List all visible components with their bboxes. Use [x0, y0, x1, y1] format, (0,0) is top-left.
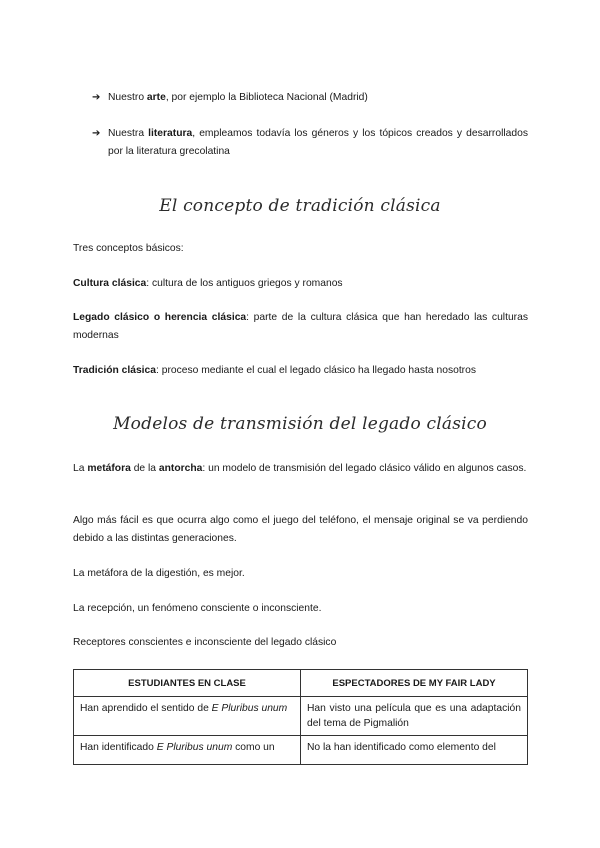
- arrow-bullet-icon: ➔: [92, 128, 101, 139]
- receptors-paragraph: Receptores conscientes e inconsciente del legado clásico: [73, 637, 337, 648]
- table-cell: Han aprendido el sentido de E Pluribus unum: [74, 697, 301, 736]
- table-header-espectadores: ESPECTADORES DE MY FAIR LADY: [301, 670, 528, 697]
- definition-tradicion-clasica: Tradición clásica: proceso mediante el cual el legado clásico ha llegado hasta nosotros: [73, 365, 476, 376]
- definition-cultura-clasica: Cultura clásica: cultura de los antiguos griegos y romanos: [73, 278, 343, 289]
- section-heading-tradicion: El concepto de tradición clásica: [159, 196, 441, 216]
- table-row: [74, 736, 528, 765]
- intro-paragraph: Tres conceptos básicos:: [73, 243, 184, 254]
- telephone-paragraph: Algo más fácil es que ocurra algo como el juego del teléfono, el mensaje original se va perdiendo debido a las distintas generaciones.: [73, 515, 528, 544]
- section-heading-modelos: Modelos de transmisión del legado clásico: [113, 414, 487, 434]
- table-row: [74, 697, 528, 736]
- bullet-text: Nuestro arte, por ejemplo la Biblioteca Nacional (Madrid): [108, 92, 368, 103]
- table-header-row: [74, 670, 528, 697]
- table-header-estudiantes: ESTUDIANTES EN CLASE: [74, 670, 301, 697]
- table-cell: Han visto una película que es una adaptación del tema de Pigmalión: [301, 697, 528, 736]
- receptors-table: [73, 669, 528, 765]
- arrow-bullet-icon: ➔: [92, 92, 101, 103]
- bullet-literatura: [92, 125, 528, 161]
- bullet-text: Nuestra literatura, empleamos todavía los géneros y los tópicos creados y desarrollados por la literatura grecolatina: [108, 128, 528, 157]
- bullet-arte: [92, 89, 528, 107]
- table-cell: Han identificado E Pluribus unum como un: [74, 736, 301, 765]
- reception-paragraph: La recepción, un fenómeno consciente o inconsciente.: [73, 603, 322, 614]
- definition-legado-clasico: Legado clásico o herencia clásica: parte de la cultura clásica que han heredado las culturas modernas: [73, 312, 528, 341]
- digestion-paragraph: La metáfora de la digestión, es mejor.: [73, 568, 245, 579]
- metaphor-paragraph: La metáfora de la antorcha: un modelo de transmisión del legado clásico válido en algunos casos.: [73, 463, 527, 474]
- table-cell: No la han identificado como elemento del: [301, 736, 528, 765]
